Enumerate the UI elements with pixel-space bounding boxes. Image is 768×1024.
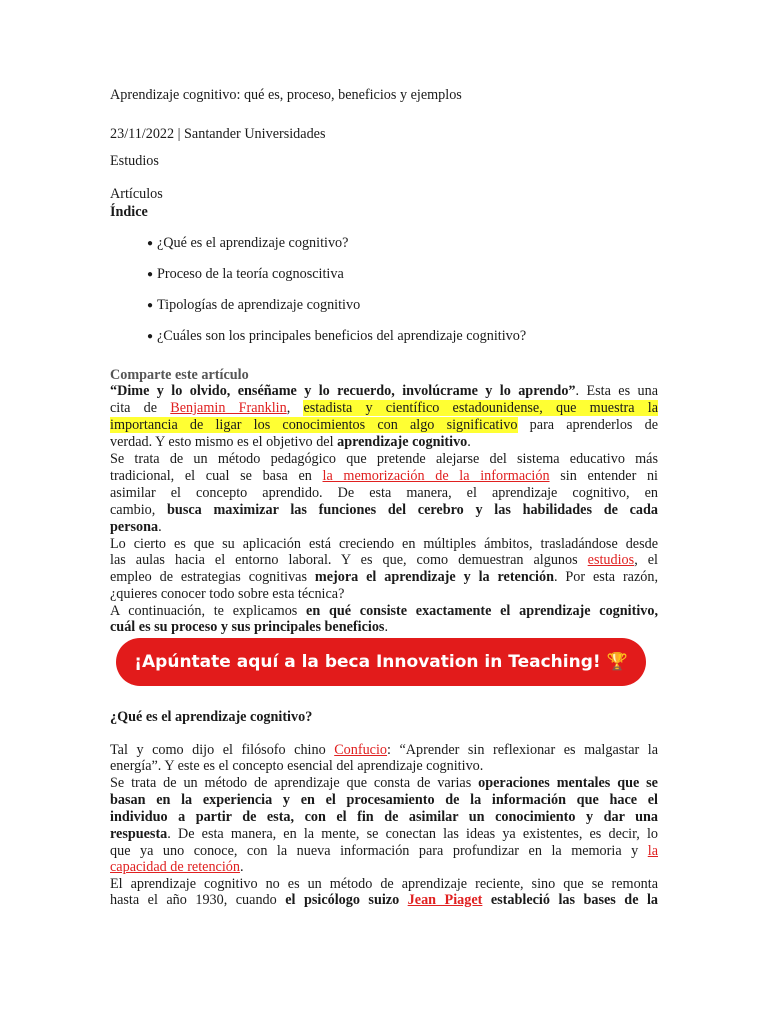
s1-def-line-6: capacidad de retención. xyxy=(110,859,244,875)
index-item[interactable]: ● ¿Cuáles son los principales beneficios del aprendizaje cognitivo? xyxy=(147,328,527,344)
s1-hist-line-1: El aprendizaje cognitivo no es un método de aprendizaje reciente, sino que se remonta xyxy=(110,876,658,892)
bullet-icon: ● xyxy=(147,331,154,342)
p4-line-2: cuál es su proceso y sus principales beneficios. xyxy=(110,619,388,635)
category-link-articulos[interactable]: Artículos xyxy=(110,186,163,202)
index-item[interactable]: ● ¿Qué es el aprendizaje cognitivo? xyxy=(147,235,349,251)
intro-line-4: verdad. Y esto mismo es el objetivo del aprendizaje cognitivo. xyxy=(110,434,471,450)
p2-line-3: asimilar el concepto aprendido. De esta manera, el aprendizaje cognitivo, en xyxy=(110,485,658,501)
share-label[interactable]: Comparte este artículo xyxy=(110,367,249,383)
memorizacion-link[interactable]: la memorización de la información xyxy=(322,468,550,484)
article-meta: 23/11/2022 | Santander Universidades xyxy=(110,126,326,142)
p2-line-1: Se trata de un método pedagógico que pretende alejarse del sistema educativo más xyxy=(110,451,658,467)
jean-piaget-link[interactable]: Jean Piaget xyxy=(407,892,483,908)
s1-def-line-1: Se trata de un método de aprendizaje que consta de varias operaciones mentales que se xyxy=(110,775,658,791)
intro-line-1: “Dime y lo olvido, enséñame y lo recuerdo, involúcrame y lo aprendo”. Esta es una xyxy=(110,383,658,399)
index-heading: Índice xyxy=(110,204,148,220)
s1-def-line-3: individuo a partir de esta, con el fin de asimilar un conocimiento y dar una xyxy=(110,809,658,825)
estudios-link[interactable]: estudios xyxy=(587,552,635,568)
index-item[interactable]: ● Tipologías de aprendizaje cognitivo xyxy=(147,297,361,313)
p3-line-3: empleo de estrategias cognitivas mejora el aprendizaje y la retención. Por esta razón, xyxy=(110,569,658,585)
p3-line-1: Lo cierto es que su aplicación está creciendo en múltiples ámbitos, trasladándose desde xyxy=(110,536,658,552)
p4-line-1: A continuación, te explicamos en qué consiste exactamente el aprendizaje cognitivo, xyxy=(110,603,658,619)
s1-def-line-4: respuesta. De esta manera, en la mente, se conectan las ideas ya existentes, es decir, lo xyxy=(110,826,658,842)
p3-line-2: las aulas hacia el entorno laboral. Y es que, como demuestran algunos estudios, el xyxy=(110,552,658,568)
s1-def-line-2: basan en la experiencia y en el procesamiento de la información que hace el xyxy=(110,792,658,808)
p3-line-4: ¿quieres conocer todo sobre esta técnica? xyxy=(110,586,345,602)
section-heading: ¿Qué es el aprendizaje cognitivo? xyxy=(110,709,313,725)
s1-quote-line-2: energía”. Y este es el concepto esencial del aprendizaje cognitivo. xyxy=(110,758,484,774)
bullet-icon: ● xyxy=(147,238,154,249)
p2-line-2: tradicional, el cual se basa en la memorización de la información sin entender ni xyxy=(110,468,659,484)
bullet-icon: ● xyxy=(147,300,154,311)
p2-line-5: persona. xyxy=(110,519,162,535)
p2-line-4: cambio, busca maximizar las funciones del cerebro y las habilidades de cada xyxy=(110,502,658,518)
benjamin-franklin-link[interactable]: Benjamin Franklin xyxy=(170,400,287,416)
confucio-link[interactable]: Confucio xyxy=(334,742,388,758)
capacidad-retencion-link[interactable]: la xyxy=(647,843,658,859)
s1-def-line-5: que ya uno conoce, con la nueva información para profundizar en la memoria y la xyxy=(110,843,658,859)
bullet-icon: ● xyxy=(147,269,154,280)
intro-line-3: importancia de ligar los conocimientos con algo significativo para aprenderlos de xyxy=(110,417,659,433)
s1-hist-line-2: hasta el año 1930, cuando el psicólogo suizo Jean Piaget estableció las bases de la xyxy=(110,892,659,908)
category-link-estudios[interactable]: Estudios xyxy=(110,153,159,169)
capacidad-retencion-link-cont[interactable]: capacidad de retención xyxy=(110,859,240,875)
beca-cta-button[interactable]: ¡Apúntate aquí a la beca Innovation in Teaching! 🏆 xyxy=(116,638,646,686)
index-item[interactable]: ● Proceso de la teoría cognoscitiva xyxy=(147,266,344,282)
s1-quote-line-1: Tal y como dijo el filósofo chino Confucio: “Aprender sin reflexionar es malgastar la xyxy=(110,742,658,758)
article-title: Aprendizaje cognitivo: qué es, proceso, beneficios y ejemplos xyxy=(110,87,462,103)
intro-line-2: cita de Benjamin Franklin, estadista y científico estadounidense, que muestra la xyxy=(110,400,658,416)
